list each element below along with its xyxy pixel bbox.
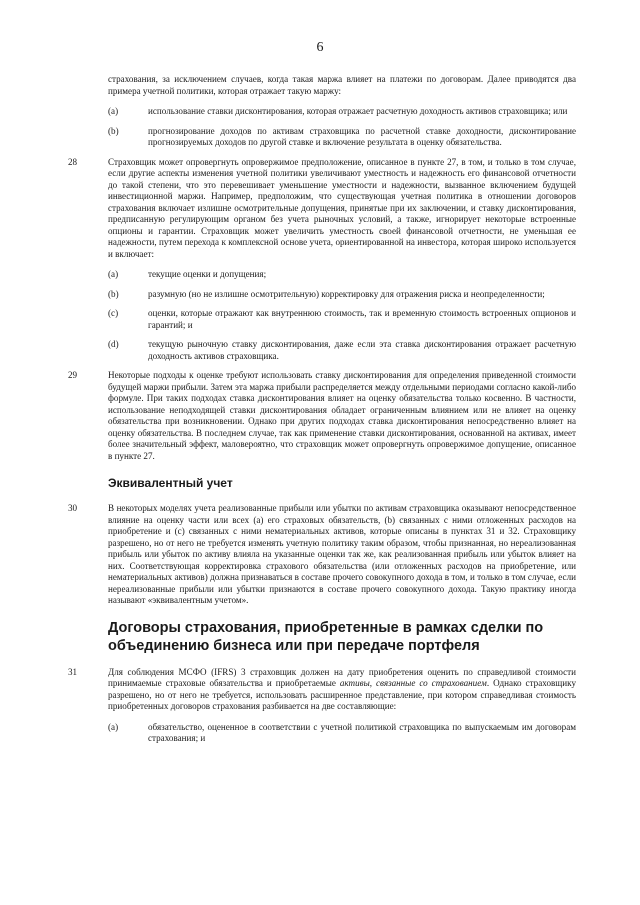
item-label: (a) — [108, 106, 119, 116]
item-text: обязательство, оцененное в соответствии с учетной политикой страховщика по выпускаемым им договорам страхования; и — [148, 721, 576, 743]
p28-item-c — [108, 308, 576, 331]
intro-item-b — [108, 126, 576, 149]
paragraph-28 — [68, 157, 576, 261]
item-text: разумную (но не излишне осмотрительную) корректировку для отражения риска и неопределенности; — [148, 288, 545, 299]
p31-item-a — [108, 722, 576, 745]
item-text: использование ставки дисконтирования, которая отражает расчетную доходность активов страховщика; или — [148, 106, 568, 116]
italic-term: активы, связанные со страхованием — [339, 678, 487, 688]
section-heading-equivalent-accounting: Эквивалентный учет — [108, 476, 233, 490]
paragraph-number: 28 — [68, 156, 78, 167]
page-content — [68, 74, 576, 753]
intro-item-a — [108, 106, 576, 118]
paragraph-number: 30 — [68, 503, 78, 513]
item-label: (d) — [108, 339, 119, 349]
item-label: (c) — [108, 308, 119, 318]
paragraph-text: Некоторые подходы к оценке требуют использовать ставку дисконтирования для определения приведенной стоимости будущей маржи прибыли. Затем эта маржа прибыли распределяется между отдельными периодами согласно какой-либо формуле. При таких подходах ставка дисконтирования влияет на оценку обязательства только косвенно. В частности, использование неподходящей ставки дисконтирования обладает ограниченным влиянием или не влияет на оценку обязательства при возникновении. Однако при других подходах ставка дисконтирования непосредственно влияет на оценку обязательства. В последнем случае, так как применение ставки дисконтирования, основанной на активах, имеет более значительный эффект, маловероятно, что страховщик может опровергнуть опровержимое допущение, описанное в пункте 27. — [108, 370, 576, 461]
paragraph-29 — [68, 370, 576, 462]
paragraph-text: Страховщик может опровергнуть опровержимое предположение, описанное в пункте 27, в том, и только в том случае, если другие аспекты изменения учетной политики увеличивают уместность и надежность его финансовой отчетности до такой степени, что это перевешивает уменьшение уместности и надежности, вызванное включением будущей инвестиционной маржи. Например, предположим, что существующая учетная политика в отношении договоров страхования включает излишне осмотрительные допущения, принятые при их заключении, и ставку дисконтирования, предписанную регулирующим органом без учета рыночных условий, а также, игнорирует некоторые встроенные опционы и гарантии. Страховщик может увеличить уместность своей финансовой отчетности, не уменьшая ее надежности, путем перехода к комплексной основе учета, ориентированной на инвестора, которая широко используется и включает: — [108, 156, 576, 259]
paragraph-text-part: Для соблюдения МСФО (IFRS) 3 страховщик должен на дату приобретения оценить по справедливой стоимости принимаемые страховые обязательства и приобретаемые — [108, 666, 576, 688]
p28-item-b — [108, 289, 576, 301]
item-label: (a) — [108, 721, 119, 732]
item-text: прогнозирование доходов по активам страховщика по расчетной ставке доходности, дисконтирование прогнозируемых доходов по другой ставке и включение результата в оценку обязательства. — [148, 125, 576, 147]
item-text: текущую рыночную ставку дисконтирования, даже если эта ставка дисконтирования отражает расчетную доходность активов страховщика. — [148, 339, 576, 361]
item-label: (a) — [108, 269, 119, 279]
paragraph-30 — [68, 503, 576, 607]
item-text: текущие оценки и допущения; — [148, 269, 267, 279]
p28-item-a — [108, 269, 576, 281]
paragraph-text-part: . Однако страховщику разрешено, но от него не требуется, использовать расширенное представление, при котором справедливая стоимость приобретенных договоров страхования разбивается на две составляющие: — [108, 678, 576, 711]
section-heading-acquired-contracts: Договоры страхования, приобретенные в рамках сделки по объединению бизнеса или при передаче портфеля — [108, 619, 544, 654]
paragraph-number: 29 — [68, 370, 78, 380]
paragraph-text — [108, 667, 576, 712]
item-text: оценки, которые отражают как внутреннюю стоимость, так и временную стоимость встроенных опционов и гарантий; и — [148, 308, 576, 330]
item-label: (b) — [108, 288, 119, 299]
page-number: 6 — [316, 40, 324, 55]
item-label: (b) — [108, 125, 119, 136]
intro-paragraph: страхования, за исключением случаев, когда такая маржа влияет на платежи по договорам. Далее приводятся два примера учетной политики, которая отражает такую маржу: — [108, 74, 576, 96]
p28-item-d — [108, 339, 576, 362]
paragraph-31 — [68, 667, 576, 713]
paragraph-text: В некоторых моделях учета реализованные прибыли или убытки по активам страховщика оказывают непосредственное влияние на оценку части или всех (a) его страховых обязательств, (b) связанных с ними отложенных расходов на приобретение и (c) связанных с ними нематериальных активов, которые описаны в пунктах 31 и 32. Страховщику разрешено, но от него не требуется изменять учетную политику таким образом, чтобы признанная, но нереализованная прибыль или убыток по активу влияла на указанные оценки так же, как реализованная прибыль или убыток влияет на них. Соответствующая корректировка страхового обязательства (или отложенных расходов на приобретение, или нематериальных активов) должна признаваться в составе прочего совокупного дохода в том, и только в том случае, если нереализованные прибыли или убытки признаются в составе прочего совокупного дохода. Такую практику иногда называют «эквивалентным учетом». — [108, 503, 576, 605]
paragraph-number: 31 — [68, 666, 78, 677]
